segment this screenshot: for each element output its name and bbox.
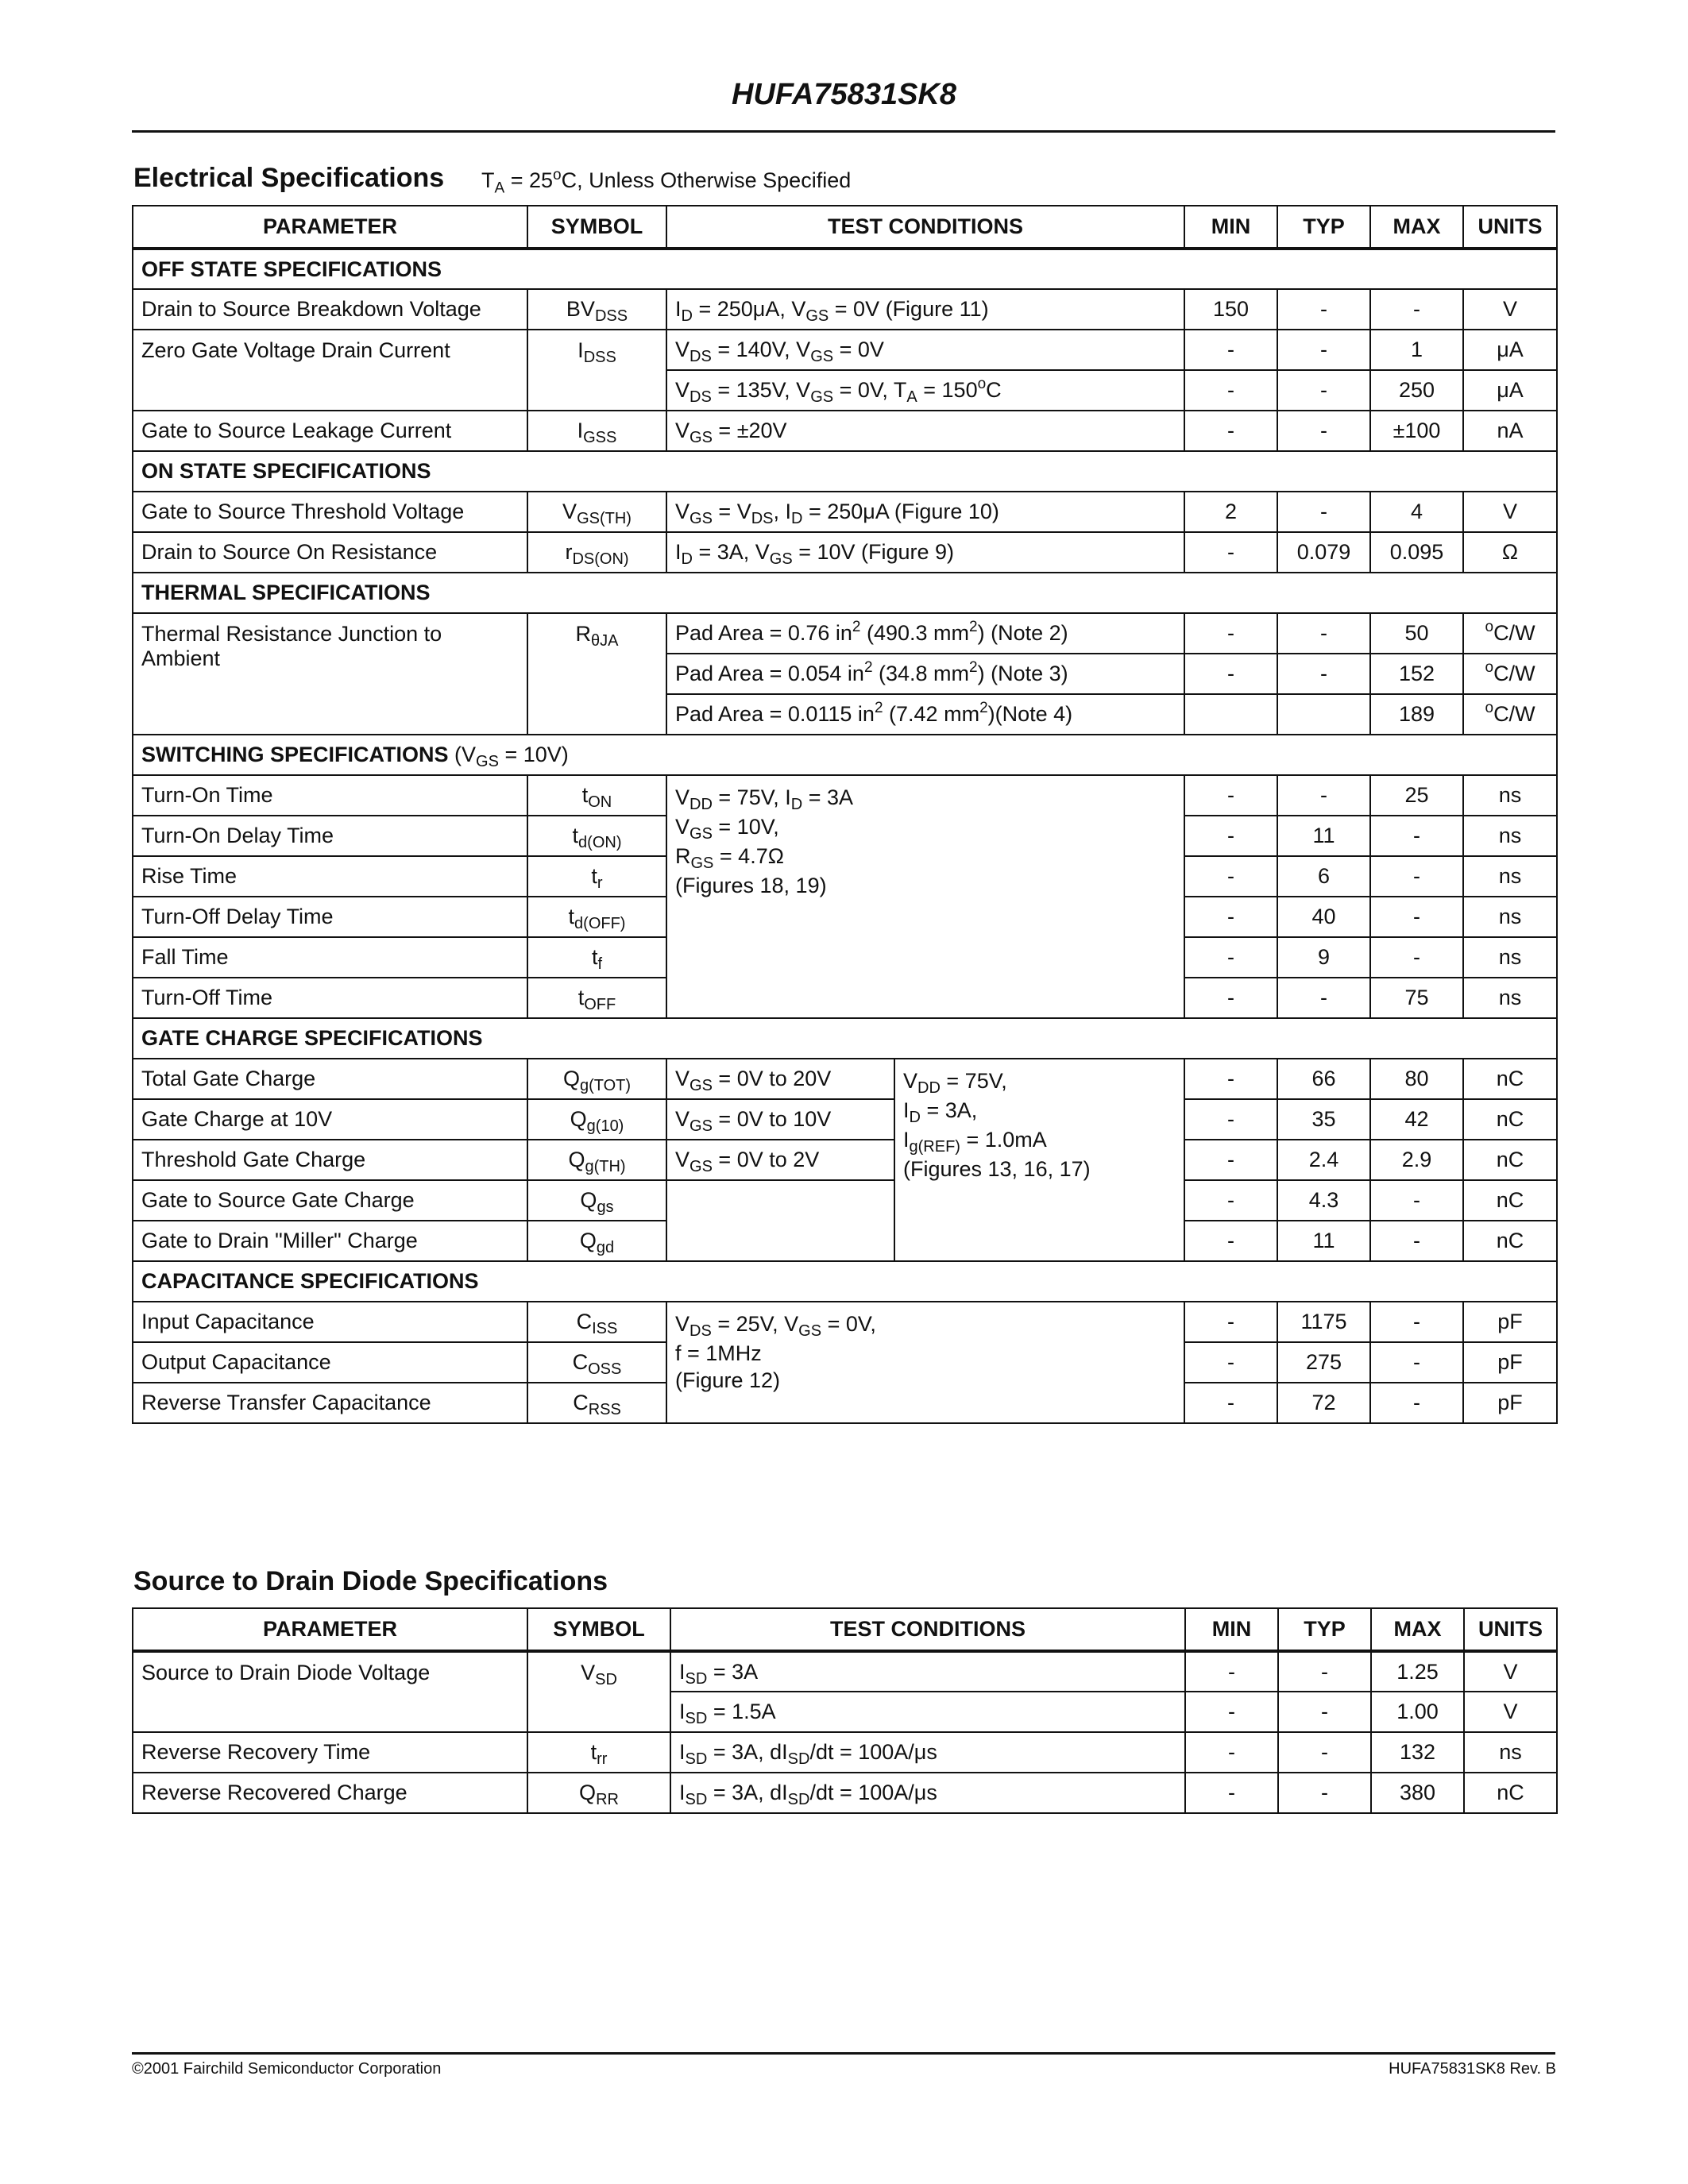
min-cell: 150 xyxy=(1184,289,1277,330)
header-units: UNITS xyxy=(1464,1608,1557,1651)
min-cell: - xyxy=(1184,1342,1277,1383)
condition-cell: $V_{GS} = 0V$ to 20V xyxy=(666,1059,894,1099)
symbol-cell: $t_{OFF}$ xyxy=(527,978,666,1018)
max-cell: 152 xyxy=(1370,654,1463,694)
min-cell: - xyxy=(1184,1140,1277,1180)
table-row xyxy=(133,1773,1557,1813)
min-cell: - xyxy=(1184,654,1277,694)
condition-cell: $V_{GS} = 0V$ to 10V xyxy=(666,1099,894,1140)
typ-cell: 40 xyxy=(1277,897,1370,937)
units-cell: ns xyxy=(1463,897,1557,937)
typ-cell: 2.4 xyxy=(1277,1140,1370,1180)
units-cell: $^o$C/W xyxy=(1463,613,1557,654)
header-symbol: SYMBOL xyxy=(527,1608,670,1651)
electrical-spec-heading: Electrical Specifications xyxy=(133,163,445,193)
min-cell: - xyxy=(1184,856,1277,897)
symbol-cell: $Q_{gd}$ xyxy=(527,1221,666,1261)
symbol-cell: $I_{GSS}$ xyxy=(527,411,666,451)
typ-cell: 0.079 xyxy=(1277,532,1370,573)
group-capacitance: CAPACITANCE SPECIFICATIONS xyxy=(133,1261,1557,1302)
max-cell: - xyxy=(1370,1342,1463,1383)
param-cell: Fall Time xyxy=(133,937,527,978)
min-cell: - xyxy=(1184,370,1277,411)
diode-spec-table xyxy=(132,1607,1558,1814)
min-cell: - xyxy=(1184,775,1277,816)
footer-copyright: ©2001 Fairchild Semiconductor Corporation xyxy=(132,2060,442,2078)
param-cell: Drain to Source Breakdown Voltage xyxy=(133,289,527,330)
group-off-state: OFF STATE SPECIFICATIONS xyxy=(133,249,1557,289)
max-cell: 75 xyxy=(1370,978,1463,1018)
min-cell: - xyxy=(1185,1773,1278,1813)
typ-cell: - xyxy=(1277,613,1370,654)
typ-cell: 4.3 xyxy=(1277,1180,1370,1221)
max-cell: - xyxy=(1370,289,1463,330)
symbol-cell: $Q_{g(TOT)}$ xyxy=(527,1059,666,1099)
typ-cell: - xyxy=(1277,289,1370,330)
condition-cell: $V_{GS} = \pm 20V$ xyxy=(666,411,1184,451)
units-cell: $^o$C/W xyxy=(1463,694,1557,735)
header-typ: TYP xyxy=(1278,1608,1371,1651)
header-parameter: PARAMETER xyxy=(133,1608,527,1651)
header-symbol: SYMBOL xyxy=(527,206,666,249)
min-cell: - xyxy=(1184,613,1277,654)
min-cell: - xyxy=(1184,1180,1277,1221)
param-cell: Zero Gate Voltage Drain Current xyxy=(133,330,527,411)
units-cell: V xyxy=(1463,289,1557,330)
typ-cell: 6 xyxy=(1277,856,1370,897)
max-cell: - xyxy=(1370,1221,1463,1261)
table-row xyxy=(133,532,1557,573)
min-cell xyxy=(1184,694,1277,735)
units-cell: nC xyxy=(1463,1221,1557,1261)
typ-cell: - xyxy=(1277,978,1370,1018)
max-cell: 189 xyxy=(1370,694,1463,735)
group-row xyxy=(133,249,1557,289)
min-cell: - xyxy=(1184,532,1277,573)
header-rule xyxy=(132,130,1555,133)
table-row xyxy=(133,1099,1557,1140)
param-cell: Thermal Resistance Junction to Ambient xyxy=(133,613,527,735)
group-row xyxy=(133,735,1557,775)
symbol-cell: $t_{d(ON)}$ xyxy=(527,816,666,856)
electrical-spec-table xyxy=(132,205,1558,1424)
condition-cell: $I_D = 3A$, $V_{GS} = 10V$ (Figure 9) xyxy=(666,532,1184,573)
document-title: HUFA75831SK8 xyxy=(731,78,957,111)
units-cell: ns xyxy=(1464,1732,1557,1773)
condition-cell: $V_{GS} = 0V$ to 2V xyxy=(666,1140,894,1180)
symbol-cell: $Q_{g(10)}$ xyxy=(527,1099,666,1140)
units-cell: ns xyxy=(1463,856,1557,897)
condition-cell: $V_{DD} = 75V$, $I_D = 3A$ $V_{GS} = 10V$, $R_{GS} = 4.7\Omega$ (Figures 18, 19) xyxy=(666,775,1184,1018)
symbol-cell: $V_{GS(TH)}$ xyxy=(527,492,666,532)
typ-cell xyxy=(1277,694,1370,735)
header-test-conditions: TEST CONDITIONS xyxy=(670,1608,1185,1651)
typ-cell: - xyxy=(1277,370,1370,411)
units-cell: nC xyxy=(1464,1773,1557,1813)
param-cell: Turn-Off Delay Time xyxy=(133,897,527,937)
param-cell: Gate to Source Threshold Voltage xyxy=(133,492,527,532)
table-header-row xyxy=(133,206,1557,249)
symbol-cell: $t_{d(OFF)}$ xyxy=(527,897,666,937)
symbol-cell: $t_r$ xyxy=(527,856,666,897)
typ-cell: 11 xyxy=(1277,816,1370,856)
units-cell: Ω xyxy=(1463,532,1557,573)
units-cell: nA xyxy=(1463,411,1557,451)
symbol-cell: $BV_{DSS}$ xyxy=(527,289,666,330)
units-cell: nC xyxy=(1463,1140,1557,1180)
max-cell: 380 xyxy=(1371,1773,1464,1813)
symbol-cell: $I_{DSS}$ xyxy=(527,330,666,411)
typ-cell: 1175 xyxy=(1277,1302,1370,1342)
min-cell: - xyxy=(1184,937,1277,978)
min-cell: - xyxy=(1184,1059,1277,1099)
max-cell: 1 xyxy=(1370,330,1463,370)
table-row xyxy=(133,1302,1557,1342)
table-row xyxy=(133,1180,1557,1221)
min-cell: - xyxy=(1184,411,1277,451)
symbol-cell: $t_f$ xyxy=(527,937,666,978)
condition-cell: $V_{DS} = 140V$, $V_{GS} = 0V$ xyxy=(666,330,1184,370)
symbol-cell: $R_{\theta JA}$ xyxy=(527,613,666,735)
min-cell: 2 xyxy=(1184,492,1277,532)
min-cell: - xyxy=(1185,1732,1278,1773)
group-row xyxy=(133,573,1557,613)
condition-cell: $I_{SD} = 1.5A$ xyxy=(670,1692,1185,1732)
max-cell: 25 xyxy=(1370,775,1463,816)
typ-cell: - xyxy=(1277,492,1370,532)
typ-cell: - xyxy=(1277,330,1370,370)
min-cell: - xyxy=(1184,1383,1277,1423)
header-max: MAX xyxy=(1370,206,1463,249)
param-cell: Output Capacitance xyxy=(133,1342,527,1383)
typ-cell: 72 xyxy=(1277,1383,1370,1423)
units-cell: μA xyxy=(1463,330,1557,370)
min-cell: - xyxy=(1184,978,1277,1018)
header-min: MIN xyxy=(1184,206,1277,249)
symbol-cell: $Q_{gs}$ xyxy=(527,1180,666,1221)
condition-cell: $V_{DS} = 25V$, $V_{GS} = 0V$, f = 1MHz (Figure 12) xyxy=(666,1302,1184,1423)
units-cell: μA xyxy=(1463,370,1557,411)
units-cell: $^o$C/W xyxy=(1463,654,1557,694)
typ-cell: 9 xyxy=(1277,937,1370,978)
typ-cell: 275 xyxy=(1277,1342,1370,1383)
max-cell: 250 xyxy=(1370,370,1463,411)
table-row xyxy=(133,411,1557,451)
max-cell: 0.095 xyxy=(1370,532,1463,573)
max-cell: 132 xyxy=(1371,1732,1464,1773)
min-cell: - xyxy=(1184,816,1277,856)
param-cell: Reverse Recovered Charge xyxy=(133,1773,527,1813)
param-cell: Reverse Recovery Time xyxy=(133,1732,527,1773)
min-cell: - xyxy=(1184,1099,1277,1140)
symbol-cell: $t_{rr}$ xyxy=(527,1732,670,1773)
min-cell: - xyxy=(1184,330,1277,370)
symbol-cell: $Q_{g(TH)}$ xyxy=(527,1140,666,1180)
units-cell: ns xyxy=(1463,937,1557,978)
max-cell: - xyxy=(1370,937,1463,978)
table-row xyxy=(133,1140,1557,1180)
group-row xyxy=(133,1018,1557,1059)
param-cell: Rise Time xyxy=(133,856,527,897)
max-cell: - xyxy=(1370,1180,1463,1221)
table-row xyxy=(133,330,1557,370)
typ-cell: - xyxy=(1277,654,1370,694)
units-cell: nC xyxy=(1463,1180,1557,1221)
max-cell: 1.00 xyxy=(1371,1692,1464,1732)
typ-cell: 66 xyxy=(1277,1059,1370,1099)
max-cell: 50 xyxy=(1370,613,1463,654)
param-cell: Total Gate Charge xyxy=(133,1059,527,1099)
table-row xyxy=(133,1059,1557,1099)
typ-cell: - xyxy=(1278,1692,1371,1732)
max-cell: ±100 xyxy=(1370,411,1463,451)
max-cell: 4 xyxy=(1370,492,1463,532)
min-cell: - xyxy=(1184,1302,1277,1342)
diode-spec-heading: Source to Drain Diode Specifications xyxy=(133,1566,608,1596)
table-row xyxy=(133,613,1557,654)
header-typ: TYP xyxy=(1277,206,1370,249)
param-cell: Turn-Off Time xyxy=(133,978,527,1018)
table-row xyxy=(133,775,1557,816)
header-parameter: PARAMETER xyxy=(133,206,527,249)
units-cell: ns xyxy=(1463,775,1557,816)
symbol-cell: $C_{RSS}$ xyxy=(527,1383,666,1423)
param-cell: Turn-On Delay Time xyxy=(133,816,527,856)
footer-revision: HUFA75831SK8 Rev. B xyxy=(1389,2060,1556,2078)
condition-cell: $V_{DS} = 135V$, $V_{GS} = 0V$, $T_A = 150^oC$ xyxy=(666,370,1184,411)
max-cell: - xyxy=(1370,816,1463,856)
param-cell: Source to Drain Diode Voltage xyxy=(133,1651,527,1732)
typ-cell: 11 xyxy=(1277,1221,1370,1261)
condition-cell: $I_D = 250\mu A$, $V_{GS} = 0V$ (Figure 11) xyxy=(666,289,1184,330)
max-cell: 2.9 xyxy=(1370,1140,1463,1180)
typ-cell: - xyxy=(1278,1651,1371,1692)
max-cell: 80 xyxy=(1370,1059,1463,1099)
min-cell: - xyxy=(1184,1221,1277,1261)
symbol-cell: $C_{ISS}$ xyxy=(527,1302,666,1342)
table-row xyxy=(133,1651,1557,1692)
min-cell: - xyxy=(1185,1692,1278,1732)
units-cell: ns xyxy=(1463,816,1557,856)
condition-cell: Pad Area = 0.054 $in^2$ (34.8 $mm^2$) (Note 3) xyxy=(666,654,1184,694)
param-cell: Drain to Source On Resistance xyxy=(133,532,527,573)
condition-cell: $I_{SD} = 3A$, $dI_{SD}/dt = 100A/\mu s$ xyxy=(670,1732,1185,1773)
symbol-cell: $r_{DS(ON)}$ xyxy=(527,532,666,573)
units-cell: pF xyxy=(1463,1383,1557,1423)
condition-cell: $I_{SD} = 3A$ xyxy=(670,1651,1185,1692)
group-on-state: ON STATE SPECIFICATIONS xyxy=(133,451,1557,492)
group-thermal: THERMAL SPECIFICATIONS xyxy=(133,573,1557,613)
table-row xyxy=(133,492,1557,532)
units-cell: pF xyxy=(1463,1302,1557,1342)
header-max: MAX xyxy=(1371,1608,1464,1651)
units-cell: nC xyxy=(1463,1099,1557,1140)
max-cell: - xyxy=(1370,1302,1463,1342)
footer-rule xyxy=(132,2052,1555,2055)
max-cell: - xyxy=(1370,1383,1463,1423)
param-cell: Turn-On Time xyxy=(133,775,527,816)
param-cell: Gate to Drain "Miller" Charge xyxy=(133,1221,527,1261)
symbol-cell: $t_{ON}$ xyxy=(527,775,666,816)
symbol-cell: $C_{OSS}$ xyxy=(527,1342,666,1383)
max-cell: - xyxy=(1370,897,1463,937)
table-header-row xyxy=(133,1608,1557,1651)
units-cell: V xyxy=(1464,1692,1557,1732)
symbol-cell: $Q_{RR}$ xyxy=(527,1773,670,1813)
condition-cell: Pad Area = 0.76 $in^2$ (490.3 $mm^2$) (Note 2) xyxy=(666,613,1184,654)
condition-cell-common: $V_{DD} = 75V$, $I_D = 3A$, $I_{g(REF)} = 1.0mA$ (Figures 13, 16, 17) xyxy=(894,1059,1184,1261)
electrical-spec-subtitle: $T_A = 25^oC$, Unless Otherwise Specified xyxy=(481,167,852,197)
typ-cell: - xyxy=(1278,1732,1371,1773)
condition-cell: $V_{GS} = V_{DS}$, $I_D = 250\mu A$ (Figure 10) xyxy=(666,492,1184,532)
typ-cell: - xyxy=(1278,1773,1371,1813)
max-cell: 1.25 xyxy=(1371,1651,1464,1692)
header-units: UNITS xyxy=(1463,206,1557,249)
group-row xyxy=(133,451,1557,492)
param-cell: Input Capacitance xyxy=(133,1302,527,1342)
units-cell: V xyxy=(1464,1651,1557,1692)
units-cell: nC xyxy=(1463,1059,1557,1099)
units-cell: ns xyxy=(1463,978,1557,1018)
header-min: MIN xyxy=(1185,1608,1278,1651)
max-cell: - xyxy=(1370,856,1463,897)
typ-cell: 35 xyxy=(1277,1099,1370,1140)
min-cell: - xyxy=(1185,1651,1278,1692)
min-cell: - xyxy=(1184,897,1277,937)
header-test-conditions: TEST CONDITIONS xyxy=(666,206,1184,249)
param-cell: Gate to Source Gate Charge xyxy=(133,1180,527,1221)
group-switching: SWITCHING SPECIFICATIONS $(V_{GS} = 10V)$ xyxy=(133,735,1557,775)
condition-cell: $I_{SD} = 3A$, $dI_{SD}/dt = 100A/\mu s$ xyxy=(670,1773,1185,1813)
group-row xyxy=(133,1261,1557,1302)
condition-cell: Pad Area = 0.0115 $in^2$ (7.42 $mm^2)(Note$ 4) xyxy=(666,694,1184,735)
param-cell: Reverse Transfer Capacitance xyxy=(133,1383,527,1423)
symbol-cell: $V_{SD}$ xyxy=(527,1651,670,1732)
units-cell: pF xyxy=(1463,1342,1557,1383)
condition-cell-empty xyxy=(666,1180,894,1261)
units-cell: V xyxy=(1463,492,1557,532)
param-cell: Gate Charge at 10V xyxy=(133,1099,527,1140)
max-cell: 42 xyxy=(1370,1099,1463,1140)
param-cell: Gate to Source Leakage Current xyxy=(133,411,527,451)
param-cell: Threshold Gate Charge xyxy=(133,1140,527,1180)
typ-cell: - xyxy=(1277,411,1370,451)
group-gate-charge: GATE CHARGE SPECIFICATIONS xyxy=(133,1018,1557,1059)
typ-cell: - xyxy=(1277,775,1370,816)
table-row xyxy=(133,289,1557,330)
table-row xyxy=(133,1732,1557,1773)
